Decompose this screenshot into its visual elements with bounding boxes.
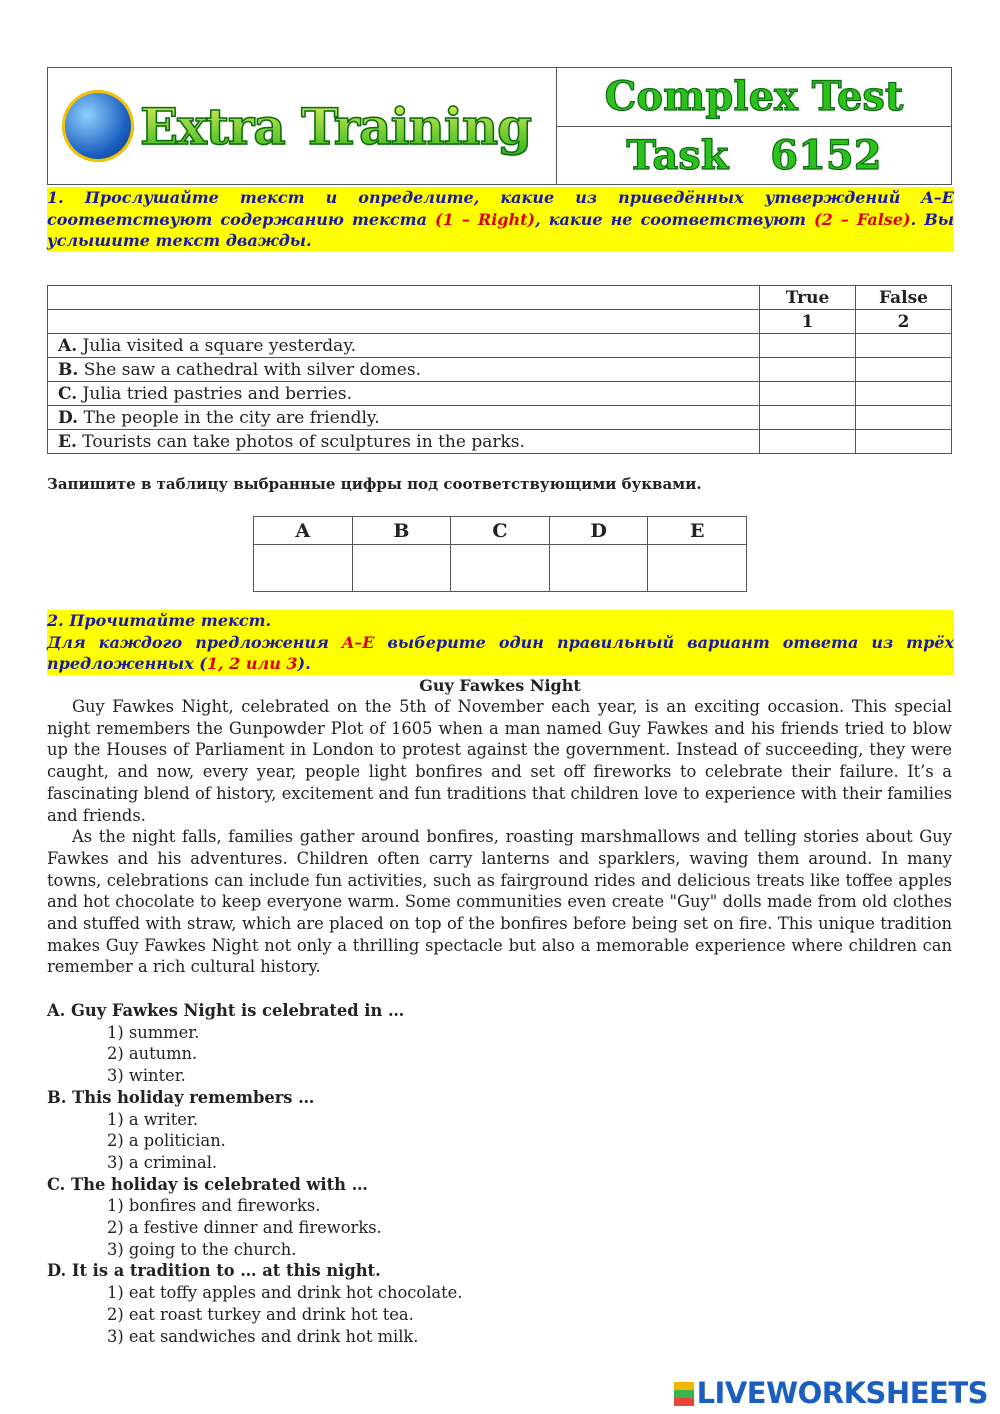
answer-option[interactable]: 2) a festive dinner and fireworks. xyxy=(107,1218,382,1238)
task1-instructions: 1. Прослушайте текст и определите, какие из приведённых утверждений A–E соответствуют содержанию текста (1 – Right), какие не соответствуют (2 – False). Вы услышите текст дважды. xyxy=(47,188,955,251)
answer-cell[interactable] xyxy=(451,545,550,592)
answer-letter: E xyxy=(648,517,747,545)
statement-row xyxy=(48,358,952,382)
true-cell[interactable] xyxy=(760,406,856,430)
statement-row xyxy=(48,430,952,454)
false-cell[interactable] xyxy=(856,406,952,430)
num-1: 1 xyxy=(760,310,856,334)
statement-text: She saw a cathedral with silver domes. xyxy=(78,359,421,380)
answer-letter: C xyxy=(451,517,550,545)
statement-letter: D. xyxy=(58,407,79,428)
true-cell[interactable] xyxy=(760,382,856,406)
answer-cell[interactable] xyxy=(549,545,648,592)
answer-option[interactable]: 2) a politician. xyxy=(107,1131,226,1151)
false-cell[interactable] xyxy=(856,430,952,454)
header-true: True xyxy=(760,286,856,310)
false-cell[interactable] xyxy=(856,334,952,358)
num-2: 2 xyxy=(856,310,952,334)
statement-letter: C. xyxy=(58,383,78,404)
question: A. Guy Fawkes Night is celebrated in … xyxy=(47,1001,405,1020)
task2-instructions: 2. Прочитайте текст. Для каждого предложения A–E выберите один правильный вариант ответа из трёх предложенных (1, 2 или 3). xyxy=(47,611,954,674)
brand-text: Extra Training xyxy=(140,96,532,156)
question: D. It is a tradition to … at this night. xyxy=(47,1261,381,1281)
false-cell[interactable] xyxy=(856,382,952,406)
answer-letter: A xyxy=(254,517,353,545)
paragraph: Guy Fawkes Night, celebrated on the 5th of November each year, is an exciting occasion. This special night remembers the Gunpowder Plot of 1605 when a man named Guy Fawkes and his friends tried to blow up the Houses of Parliament in London to protest against the government. Instead of succeeding, they were caught, and now, every year, people light bonfires and set off fireworks to celebrate their failure. It’s a fascinating blend of history, excitement and fun traditions that children love to experience with their families and friends. xyxy=(47,697,952,825)
answer-option[interactable]: 2) autumn. xyxy=(107,1044,198,1064)
header-false: False xyxy=(856,286,952,310)
answer-option[interactable]: 3) going to the church. xyxy=(107,1239,297,1259)
statement-text: Tourists can take photos of sculptures in the parks. xyxy=(76,431,525,452)
answer-option[interactable]: 3) winter. xyxy=(107,1066,186,1086)
answer-cell[interactable] xyxy=(352,545,451,592)
false-cell[interactable] xyxy=(856,358,952,382)
statement-letter: E. xyxy=(58,431,77,452)
answer-option[interactable]: 1) bonfires and fireworks. xyxy=(107,1196,321,1216)
statement-text: Julia tried pastries and berries. xyxy=(77,383,352,404)
statement-row xyxy=(48,334,952,358)
answer-option[interactable]: 3) eat sandwiches and drink hot milk. xyxy=(107,1326,419,1346)
answer-table xyxy=(253,516,747,592)
question: B. This holiday remembers … xyxy=(47,1087,315,1107)
answer-cell[interactable] xyxy=(254,545,353,592)
globe-icon xyxy=(62,90,134,162)
true-cell[interactable] xyxy=(760,430,856,454)
answer-option[interactable]: 1) eat toffy apples and drink hot chocolate. xyxy=(107,1283,463,1303)
statement-row xyxy=(48,382,952,406)
statement-text: The people in the city are friendly. xyxy=(78,407,380,428)
answer-cell[interactable] xyxy=(648,545,747,592)
answer-letter: D xyxy=(549,517,648,545)
statement-text: Julia visited a square yesterday. xyxy=(77,335,357,356)
statement-letter: B. xyxy=(58,359,79,380)
paragraph: As the night falls, families gather around bonfires, roasting marshmallows and telling stories about Guy Fawkes and his adventures. Children often carry lanterns and sparklers, waving them around. In many towns, celebrations can include fun activities, such as fairground rides and delicious treats like toffee apples and hot chocolate to keep everyone warm. Some communities even create "Guy" dolls made from old clothes and stuffed with straw, which are placed on top of the bonfires before being set on fire. This unique tradition makes Guy Fawkes Night not only a thrilling spectacle but also a memorable experience where children can remember a rich cultural history. xyxy=(47,827,952,977)
test-title: Complex Test xyxy=(557,68,951,127)
answer-option[interactable]: 3) a criminal. xyxy=(107,1152,218,1172)
statement-row xyxy=(48,406,952,430)
text-title: Guy Fawkes Night xyxy=(419,676,581,695)
true-cell[interactable] xyxy=(760,334,856,358)
statement-letter: A. xyxy=(58,335,78,356)
true-false-table xyxy=(47,285,952,454)
logo-icon xyxy=(674,1382,694,1406)
brand-logo xyxy=(48,68,557,184)
questions xyxy=(47,1000,463,1347)
true-cell[interactable] xyxy=(760,358,856,382)
answer-option[interactable]: 1) a writer. xyxy=(107,1109,199,1129)
task-number: Task 6152 xyxy=(626,131,882,179)
answer-instruction: Запишите в таблицу выбранные цифры под соответствующими буквами. xyxy=(47,475,702,493)
answer-option[interactable]: 2) eat roast turkey and drink hot tea. xyxy=(107,1304,414,1324)
liveworksheets-logo: LIVEWORKSHEETS xyxy=(674,1376,988,1410)
reading-text xyxy=(47,696,952,978)
answer-option[interactable]: 1) summer. xyxy=(107,1022,200,1042)
question: C. The holiday is celebrated with … xyxy=(47,1174,368,1194)
header xyxy=(47,67,952,185)
answer-letter: B xyxy=(352,517,451,545)
